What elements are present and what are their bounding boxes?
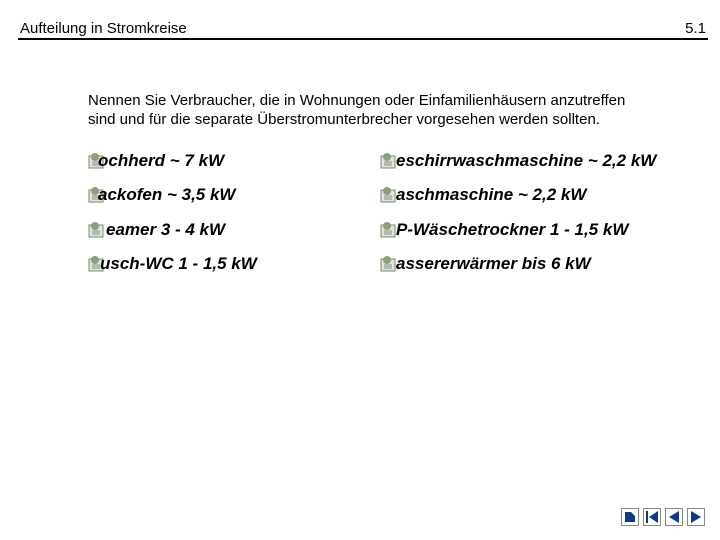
- list-item: eamer 3 - 4 kW: [106, 220, 226, 239]
- next-icon[interactable]: [687, 508, 705, 526]
- skip-back-icon[interactable]: [643, 508, 661, 526]
- list-item: aschmaschine ~ 2,2 kW: [396, 185, 587, 204]
- list-item: usch-WC 1 - 1,5 kW: [100, 254, 257, 273]
- header-rule: [18, 38, 708, 40]
- list-item: ochherd ~ 7 kW: [98, 151, 225, 170]
- list-item: ackofen ~ 3,5 kW: [98, 185, 236, 204]
- intro-line-1: Nennen Sie Verbraucher, die in Wohnungen oder Einfamilienhäusern anzutreffen: [88, 92, 626, 109]
- list-item: assererwärmer bis 6 kW: [396, 254, 591, 273]
- intro-text: [88, 91, 688, 129]
- list-item: eschirrwaschmaschine ~ 2,2 kW: [396, 151, 657, 170]
- go-to-end-icon[interactable]: [621, 508, 639, 526]
- header-title: Aufteilung in Stromkreise: [20, 20, 187, 37]
- bullet-image-icon: [88, 220, 106, 239]
- page-number: 5.1: [685, 20, 706, 37]
- list-item: P-Wäschetrockner 1 - 1,5 kW: [396, 220, 629, 239]
- previous-icon[interactable]: [665, 508, 683, 526]
- intro-line-2: sind und für die separate Überstromunterbrecher vorgesehen werden sollten.: [88, 111, 600, 128]
